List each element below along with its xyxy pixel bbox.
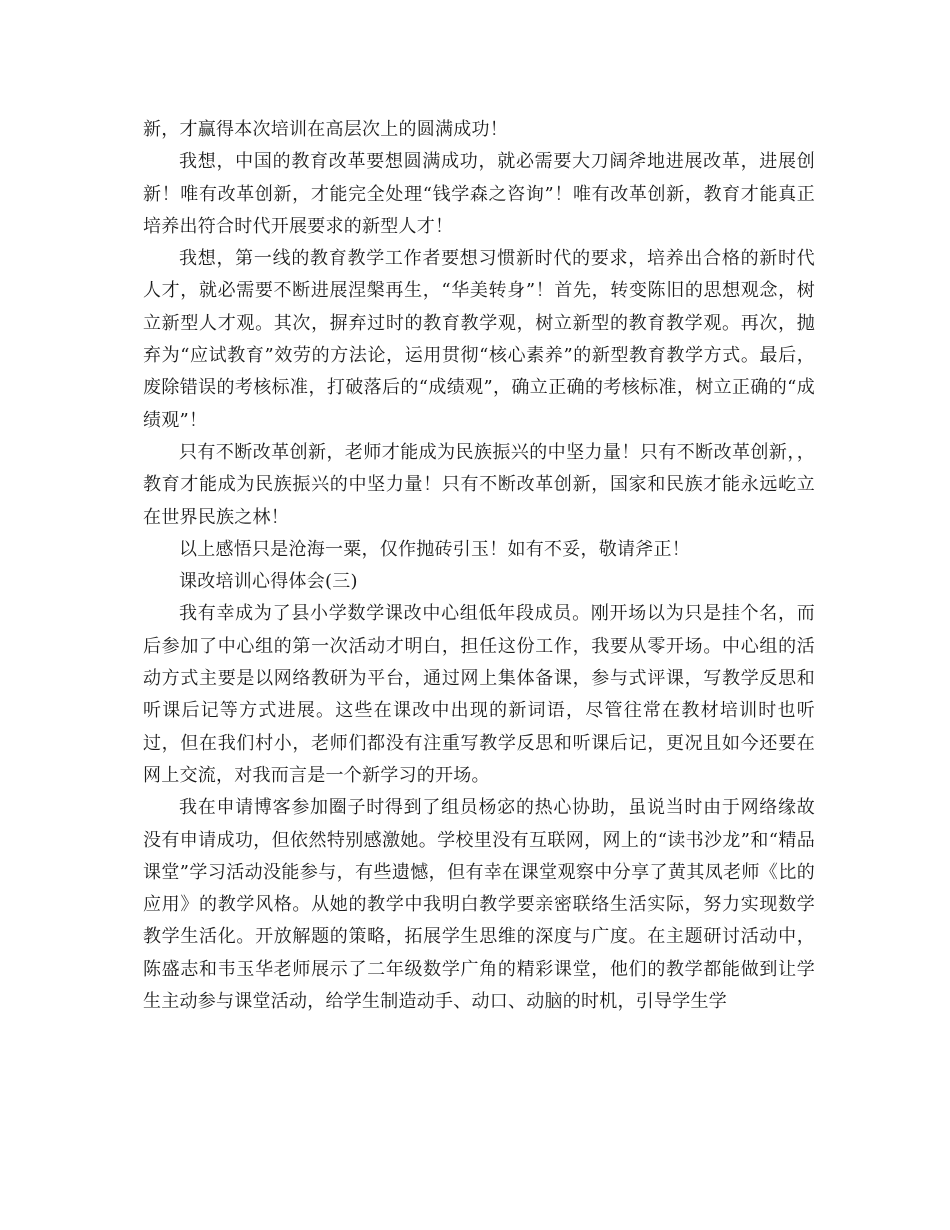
paragraph-4: 只有不断改革创新，老师才能成为民族振兴的中坚力量！只有不断改革创新，，教育才能成为民族振兴的中坚力量！只有不断改革创新，国家和民族才能永远屹立在世界民族之林！ [143, 441, 815, 528]
paragraph-1: 新，才赢得本次培训在高层次上的圆满成功！ [143, 119, 508, 140]
paragraph-6: 我有幸成为了县小学数学课改中心组低年段成员。刚开场以为只是挂个名，而后参加了中心组的第一次活动才明白，担任这份工作，我要从零开场。中心组的活动方式主要是以网络教研为平台，通过网上集体备课，参与式评课，写教学反思和听课后记等方式进展。这些在课改中出现的新词语，尽管往常在教材培训时也听过，但在我们村小，老师们都没有注重写教学反思和听课后记，更况且如今还要在网上交流，对我而言是一个新学习的开场。 [143, 603, 815, 786]
paragraph-3: 我想，第一线的教育教学工作者要想习惯新时代的要求，培养出合格的新时代人才，就必需要不断进展涅槃再生，“华美转身”！首先，转变陈旧的思想观念，树立新型人才观。其次，摒弃过时的教育教学观，树立新型的教育教学观。再次，抛弃为“应试教育”效劳的方法论，运用贯彻“核心素养”的新型教育教学方式。最后，废除错误的考核标准，打破落后的“成绩观”，确立正确的考核标准，树立正确的“成绩观”！ [143, 248, 815, 431]
paragraph-7: 我在申请博客参加圈子时得到了组员杨宓的热心协助，虽说当时由于网络缘故没有申请成功，但依然特别感激她。学校里没有互联网，网上的“读书沙龙”和“精品课堂”学习活动没能参与，有些遗憾，但有幸在课堂观察中分享了黄其凤老师《比的应用》的教学风格。从她的教学中我明白教学要亲密联络生活实际，努力实现数学教学生活化。开放解题的策略，拓展学生思维的深度与广度。在主题研讨活动中，陈盛志和韦玉华老师展示了二年级数学广角的精彩课堂，他们的教学都能做到让学生主动参与课堂活动，给学生制造动手、动口、动脑的时机，引导学生学 [143, 797, 815, 1013]
paragraph-2: 我想，中国的教育改革要想圆满成功，就必需要大刀阔斧地进展改革，进展创新！唯有改革创新，才能完全处理“钱学森之咨询”！唯有改革创新，教育才能真正培养出符合时代开展要求的新型人才！ [143, 151, 815, 237]
section-heading: 课改培训心得体会(三) [179, 571, 358, 593]
paragraph-5: 以上感悟只是沧海一粟，仅作抛砖引玉！如有不妥，敬请斧正！ [179, 538, 690, 560]
document-body [143, 114, 815, 1018]
